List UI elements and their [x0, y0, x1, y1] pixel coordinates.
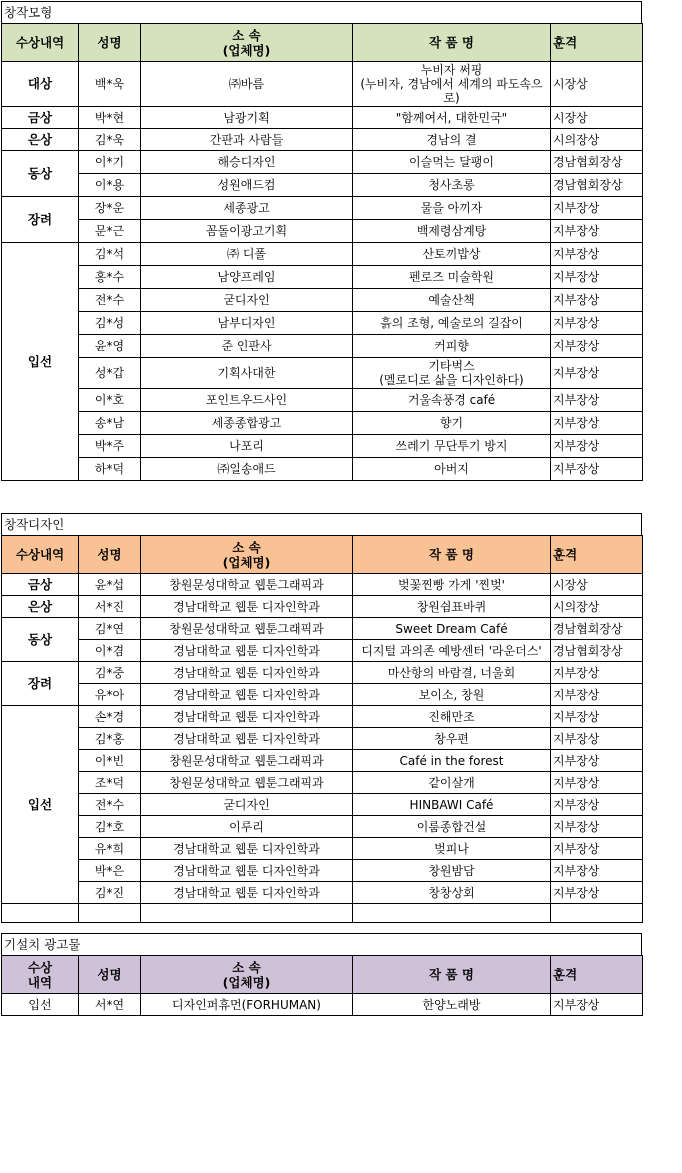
work-cell: 창원밤담: [353, 860, 551, 882]
header-work: 작 품 명: [353, 536, 551, 574]
blank-cell: [353, 904, 551, 923]
prize-cell: 지부장상: [551, 706, 643, 728]
table-row: [2, 389, 643, 412]
org-cell: 창원문성대학교 웹툰그래픽과: [141, 772, 353, 794]
award-cell: 동상: [2, 151, 79, 197]
prize-cell: 지부장상: [551, 220, 643, 243]
header-award-line: 수상: [27, 959, 53, 975]
blank-row: [2, 904, 643, 923]
org-cell: 경남대학교 웹툰 디자인학과: [141, 728, 353, 750]
header-row: [2, 536, 643, 574]
prize-cell: 경남협회장상: [551, 174, 643, 197]
award-cell: 대상: [2, 62, 79, 107]
work-cell: 보이소, 창원: [353, 684, 551, 706]
name-cell: 김*호: [79, 816, 141, 838]
work-cell: 거울속풍경 café: [353, 389, 551, 412]
org-cell: 이루리: [141, 816, 353, 838]
work-cell: "함께여서, 대한민국": [353, 107, 551, 129]
org-cell: 남광기획: [141, 107, 353, 129]
name-cell: 김*연: [79, 618, 141, 640]
work-cell: Café in the forest: [353, 750, 551, 772]
org-cell: 굳디자인: [141, 794, 353, 816]
header-award-line: 내역: [27, 974, 53, 990]
work-cell: 예술산책: [353, 289, 551, 312]
blank-cell: [79, 904, 141, 923]
org-cell: ㈜일송애드: [141, 458, 353, 481]
prize-cell: 지부장상: [551, 358, 643, 389]
awards-table: [1, 955, 643, 1016]
blank-cell: [2, 904, 79, 923]
work-cell: 마산항의 바람결, 너울회: [353, 662, 551, 684]
table-row: [2, 266, 643, 289]
header-org-line: (업체명): [222, 554, 271, 570]
org-cell: 포인트우드사인: [141, 389, 353, 412]
prize-cell: 지부장상: [551, 197, 643, 220]
org-cell: 경남대학교 웹툰 디자인학과: [141, 684, 353, 706]
name-cell: 성*갑: [79, 358, 141, 389]
name-cell: 박*은: [79, 860, 141, 882]
table-row: [2, 220, 643, 243]
work-cell: 경남의 결: [353, 129, 551, 151]
prize-cell: 시장상: [551, 107, 643, 129]
table-row: [2, 860, 643, 882]
award-cell: 입선: [2, 243, 79, 481]
header-name: 성명: [79, 24, 141, 62]
work-cell: 이룸종합건설: [353, 816, 551, 838]
org-cell: 창원문성대학교 웹툰그래픽과: [141, 574, 353, 596]
name-cell: 김*욱: [79, 129, 141, 151]
org-cell: 남양프레임: [141, 266, 353, 289]
prize-cell: 시의장상: [551, 129, 643, 151]
prize-cell: 지부장상: [551, 243, 643, 266]
prize-cell: 경남협회장상: [551, 151, 643, 174]
table-row: [2, 129, 643, 151]
name-cell: 유*희: [79, 838, 141, 860]
header-org: [141, 956, 353, 994]
name-cell: 장*운: [79, 197, 141, 220]
section-creative-design: [1, 513, 642, 923]
name-cell: 김*중: [79, 662, 141, 684]
org-cell: 꼼돌이광고기획: [141, 220, 353, 243]
table-row: [2, 640, 643, 662]
org-cell: 경남대학교 웹툰 디자인학과: [141, 706, 353, 728]
header-org-line: 소 속: [232, 27, 261, 43]
name-cell: 백*욱: [79, 62, 141, 107]
header-prize: 훈격: [551, 24, 643, 62]
header-org-line: (업체명): [222, 42, 271, 58]
work-cell: 백제령삼계탕: [353, 220, 551, 243]
table-row: [2, 335, 643, 358]
table-row: [2, 458, 643, 481]
name-cell: 김*진: [79, 882, 141, 904]
table-row: [2, 358, 643, 389]
work-cell: 청사초롱: [353, 174, 551, 197]
table-row: [2, 750, 643, 772]
table-row: [2, 618, 643, 640]
work-cell: 디지털 과의존 예방센터 '라운더스': [353, 640, 551, 662]
header-award: 수상내역: [2, 536, 79, 574]
name-cell: 이*겸: [79, 640, 141, 662]
work-cell: 창원쉼표바퀴: [353, 596, 551, 618]
table-row: [2, 596, 643, 618]
table-row: [2, 684, 643, 706]
prize-cell: 지부장상: [551, 882, 643, 904]
name-cell: 김*홍: [79, 728, 141, 750]
org-cell: 해승디자인: [141, 151, 353, 174]
name-cell: 김*석: [79, 243, 141, 266]
award-cell: 입선: [2, 994, 79, 1016]
table-row: [2, 412, 643, 435]
header-name: 성명: [79, 956, 141, 994]
work-cell: 향기: [353, 412, 551, 435]
prize-cell: 경남협회장상: [551, 640, 643, 662]
section-title: 창작디자인: [1, 513, 642, 535]
blank-cell: [141, 904, 353, 923]
work-cell: 이슬먹는 달팽이: [353, 151, 551, 174]
section-creative-model: [1, 1, 642, 481]
section-title: 창작모형: [1, 1, 642, 23]
work-cell: 창창상회: [353, 882, 551, 904]
name-cell: 홍*수: [79, 266, 141, 289]
name-cell: 윤*섭: [79, 574, 141, 596]
name-cell: 전*수: [79, 289, 141, 312]
org-cell: 경남대학교 웹툰 디자인학과: [141, 662, 353, 684]
name-cell: 이*빈: [79, 750, 141, 772]
table-row: [2, 662, 643, 684]
header-name: 성명: [79, 536, 141, 574]
header-org-line: 소 속: [232, 959, 261, 975]
work-cell: 쓰레기 무단투기 방지: [353, 435, 551, 458]
prize-cell: 지부장상: [551, 289, 643, 312]
org-cell: 경남대학교 웹툰 디자인학과: [141, 640, 353, 662]
work-cell: 창우편: [353, 728, 551, 750]
name-cell: 손*경: [79, 706, 141, 728]
name-cell: 서*진: [79, 596, 141, 618]
prize-cell: 지부장상: [551, 994, 643, 1016]
work-cell: HINBAWI Café: [353, 794, 551, 816]
org-cell: 디자인퍼휴먼(FORHUMAN): [141, 994, 353, 1016]
award-cell: 금상: [2, 107, 79, 129]
work-cell: 흙의 조형, 예술로의 길잡이: [353, 312, 551, 335]
prize-cell: 지부장상: [551, 335, 643, 358]
prize-cell: 시의장상: [551, 596, 643, 618]
table-row: [2, 107, 643, 129]
name-cell: 이*호: [79, 389, 141, 412]
prize-cell: 지부장상: [551, 728, 643, 750]
section-title: 기설치 광고물: [1, 933, 642, 955]
award-cell: 동상: [2, 618, 79, 662]
award-cell: 금상: [2, 574, 79, 596]
prize-cell: 지부장상: [551, 458, 643, 481]
header-org-line: (업체명): [222, 974, 271, 990]
work-cell: 산토끼밥상: [353, 243, 551, 266]
name-cell: 송*남: [79, 412, 141, 435]
name-cell: 전*수: [79, 794, 141, 816]
name-cell: 윤*영: [79, 335, 141, 358]
prize-cell: 지부장상: [551, 312, 643, 335]
table-row: [2, 816, 643, 838]
header-work: 작 품 명: [353, 956, 551, 994]
table-row: [2, 574, 643, 596]
org-cell: 간판과 사람들: [141, 129, 353, 151]
table-row: [2, 706, 643, 728]
table-row: [2, 728, 643, 750]
prize-cell: 지부장상: [551, 860, 643, 882]
prize-cell: 지부장상: [551, 838, 643, 860]
section-installed-ads: [1, 933, 642, 1016]
work-cell: 한양노래방: [353, 994, 551, 1016]
prize-cell: 지부장상: [551, 772, 643, 794]
prize-cell: 시장상: [551, 62, 643, 107]
work-cell: 물을 아끼자: [353, 197, 551, 220]
prize-cell: 지부장상: [551, 435, 643, 458]
work-cell: 아버지: [353, 458, 551, 481]
work-cell: 누비자 써핑 (누비자, 경남에서 세계의 파도속으로): [353, 62, 551, 107]
header-row: [2, 24, 643, 62]
table-row: [2, 243, 643, 266]
table-row: [2, 289, 643, 312]
org-cell: 나포리: [141, 435, 353, 458]
work-cell: 커피향: [353, 335, 551, 358]
work-cell: 진해만조: [353, 706, 551, 728]
prize-cell: 지부장상: [551, 412, 643, 435]
awards-table: [1, 23, 643, 481]
name-cell: 이*기: [79, 151, 141, 174]
name-cell: 유*아: [79, 684, 141, 706]
table-row: [2, 197, 643, 220]
award-cell: 입선: [2, 706, 79, 904]
blank-cell: [551, 904, 643, 923]
prize-cell: 지부장상: [551, 684, 643, 706]
work-cell: 같이살개: [353, 772, 551, 794]
org-cell: ㈜ 디폴: [141, 243, 353, 266]
org-cell: 성원애드컴: [141, 174, 353, 197]
header-org: [141, 536, 353, 574]
org-cell: 세종광고: [141, 197, 353, 220]
name-cell: 박*현: [79, 107, 141, 129]
name-cell: 박*주: [79, 435, 141, 458]
work-cell: 벚피나: [353, 838, 551, 860]
prize-cell: 지부장상: [551, 266, 643, 289]
org-cell: 경남대학교 웹툰 디자인학과: [141, 838, 353, 860]
prize-cell: 지부장상: [551, 662, 643, 684]
award-cell: 장려: [2, 662, 79, 706]
org-cell: 경남대학교 웹툰 디자인학과: [141, 882, 353, 904]
award-cell: 은상: [2, 129, 79, 151]
name-cell: 서*연: [79, 994, 141, 1016]
name-cell: 이*용: [79, 174, 141, 197]
header-award: [2, 956, 79, 994]
header-award: 수상내역: [2, 24, 79, 62]
work-cell: 기타벅스 (멜로디로 삶을 디자인하다): [353, 358, 551, 389]
header-prize: 훈격: [551, 536, 643, 574]
header-org-line: 소 속: [232, 539, 261, 555]
header-row: [2, 956, 643, 994]
award-cell: 은상: [2, 596, 79, 618]
work-cell: Sweet Dream Café: [353, 618, 551, 640]
org-cell: 경남대학교 웹툰 디자인학과: [141, 860, 353, 882]
prize-cell: 시장상: [551, 574, 643, 596]
table-row: [2, 794, 643, 816]
header-org: [141, 24, 353, 62]
name-cell: 하*덕: [79, 458, 141, 481]
table-row: [2, 435, 643, 458]
prize-cell: 지부장상: [551, 794, 643, 816]
name-cell: 문*근: [79, 220, 141, 243]
org-cell: 남부디자인: [141, 312, 353, 335]
work-cell: 벚꽃찐빵 가게 '찐벚': [353, 574, 551, 596]
prize-cell: 경남협회장상: [551, 618, 643, 640]
org-cell: 창원문성대학교 웹툰그래픽과: [141, 618, 353, 640]
prize-cell: 지부장상: [551, 389, 643, 412]
award-cell: 장려: [2, 197, 79, 243]
org-cell: 기획사대한: [141, 358, 353, 389]
table-row: [2, 838, 643, 860]
table-row: [2, 312, 643, 335]
prize-cell: 지부장상: [551, 816, 643, 838]
org-cell: 준 인판사: [141, 335, 353, 358]
table-row: [2, 151, 643, 174]
prize-cell: 지부장상: [551, 750, 643, 772]
org-cell: 창원문성대학교 웹툰그래픽과: [141, 750, 353, 772]
table-row: [2, 994, 643, 1016]
name-cell: 김*성: [79, 312, 141, 335]
header-work: 작 품 명: [353, 24, 551, 62]
table-row: [2, 882, 643, 904]
org-cell: 경남대학교 웹툰 디자인학과: [141, 596, 353, 618]
table-row: [2, 62, 643, 107]
header-prize: 훈격: [551, 956, 643, 994]
table-row: [2, 772, 643, 794]
table-row: [2, 174, 643, 197]
org-cell: ㈜바름: [141, 62, 353, 107]
org-cell: 굳디자인: [141, 289, 353, 312]
name-cell: 조*덕: [79, 772, 141, 794]
org-cell: 세종종합광고: [141, 412, 353, 435]
awards-table: [1, 535, 643, 923]
work-cell: 펜로즈 미술학원: [353, 266, 551, 289]
